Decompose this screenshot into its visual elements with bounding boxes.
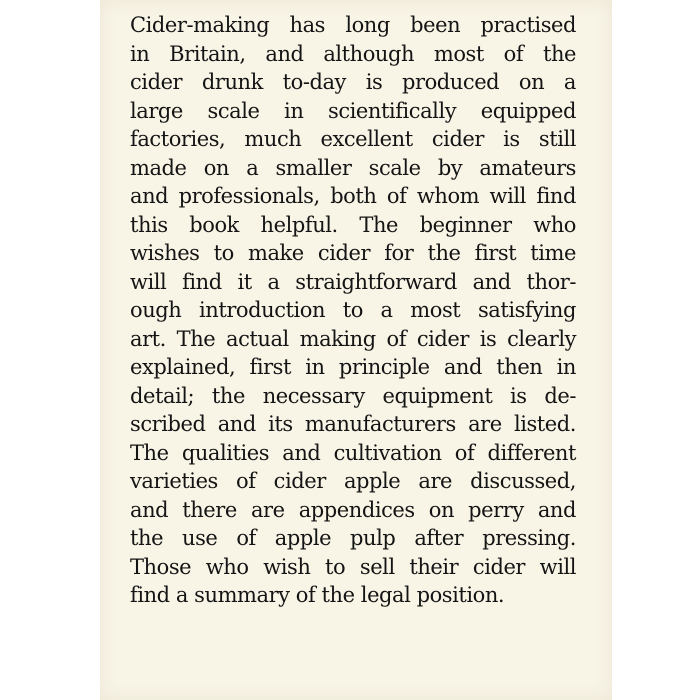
text-line: made on a smaller scale by amateurs: [130, 155, 576, 180]
text-line: scribed and its manufacturers are listed.: [130, 412, 576, 436]
text-line: will find it a straightforward and thor-: [130, 269, 576, 294]
text-line: factories, much excellent cider is still: [130, 127, 576, 151]
text-line: and there are appendices on perry and: [130, 497, 576, 522]
text-line: detail; the necessary equipment is de-: [130, 383, 576, 408]
text-line: cider drunk to-day is produced on a: [130, 70, 576, 94]
text-line: Those who wish to sell their cider will: [130, 554, 576, 579]
text-line: The qualities and cultivation of different: [130, 440, 576, 465]
text-line: Cider-making has long been practised: [130, 13, 576, 37]
text-line: and professionals, both of whom will find: [130, 184, 576, 208]
text-line: explained, first in principle and then in: [130, 355, 576, 379]
body-paragraph: [130, 11, 576, 610]
text-line: large scale in scientifically equipped: [130, 98, 576, 123]
text-line: varieties of cider apple are discussed,: [130, 469, 576, 493]
text-line: find a summary of the legal position.: [130, 583, 505, 607]
text-line: art. The actual making of cider is clearly: [130, 326, 576, 351]
text-line: this book helpful. The beginner who: [130, 212, 576, 237]
text-line: the use of apple pulp after pressing.: [130, 526, 576, 550]
text-line: ough introduction to a most satisfying: [130, 298, 576, 322]
text-line: wishes to make cider for the first time: [130, 241, 576, 265]
text-line: in Britain, and although most of the: [130, 41, 576, 66]
